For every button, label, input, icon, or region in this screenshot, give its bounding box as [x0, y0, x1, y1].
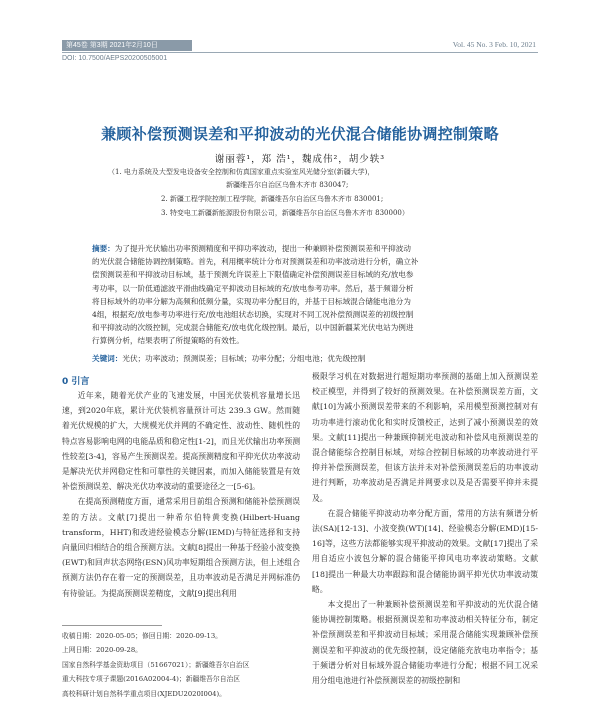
abstract-line: 为了提升光伏输出功率预测精度和平抑功率波动，提出一种兼顾补偿预测误差和平抑波动	[114, 244, 411, 253]
affiliation-3: 3. 特变电工新疆新能源股份有限公司，新疆维吾尔自治区乌鲁木齐市 830000）	[161, 209, 409, 217]
journal-volume-line: Vol. 45 No. 3 Feb. 10, 2021	[452, 40, 536, 49]
footnote-line: 国家自然科学基金资助项目（51667021）；新疆维吾尔自治区	[62, 660, 250, 669]
keywords	[92, 353, 506, 364]
keywords-text: 光伏；功率波动；预测误差；目标域；功率分配；分组电池；优先级控制	[122, 354, 366, 363]
affiliation-2: 2. 新疆工程学院控制工程学院，新疆维吾尔自治区乌鲁木齐市 830001;	[161, 195, 384, 203]
abstract	[92, 242, 506, 348]
footnote-divider	[62, 625, 162, 626]
abstract-line: 将目标域外的功率分解为高频和低频分量，实现功率分配目的，并基于目标域混合储能电池分为	[92, 296, 411, 306]
author-list: 谢丽蓉¹，郑 浩¹，魏成伟²，胡少轶³	[214, 154, 386, 165]
abstract-line: 偿预测误差和平抑波动目标域，基于预测允许误差上下限值确定补偿预测误差目标域的充/放电参	[92, 270, 414, 280]
paragraph: 近年来，随着光伏产业的飞速发展，中国光伏装机容量增长迅速，到2020年底，累计光伏装机容量预计可达 239.3 GW。然而随着光伏规模的扩大，大规模光伏并网的不确定性、波动性、随机性的特点容易影响电网的电能品质和稳定性[1-2]，而且光伏输出功率预测性较差[3-4]，容易产生预测误差。提高预测精度和平抑光伏功率波动是解决光伏并网稳定性和可靠性的关键因素，而加入储能装置是有效补偿预测误差、解决光伏功率波动的重要途径之一[5-6]。	[62, 391, 300, 492]
abstract-line: 行算例分析，结果表明了所提策略的有效性。	[92, 336, 244, 346]
paragraph: 极限学习机在对数据进行超短期功率预测的基础上加入预测误差校正模型，并得到了较好的预测效果。在补偿预测误差方面，文献[10]为减小预测误差带来的不利影响，采用模型预测控制对有功功率进行滚动优化和实时反馈校正，达到了减小预测误差的效果。文献[11]提出一种兼顾抑制光电波动和补偿风电预测误差的混合储能综合控制目标域，对综合控制目标域的功率波动进行平抑并补偿预测误差，但该方法并未对补偿预测误差后的功率波动进行判断，功率波动是否满足并网要求以及是否需要平抑并未提及。	[312, 372, 538, 503]
abstract-line: 4组，根据充/放电参考功率进行充/放电池组状态切换，实现对不同工况补偿预测误差的初级控制	[92, 310, 414, 320]
footnote-line: 重大科技专项子课题(2016A02004-4)；新疆维吾尔自治区	[62, 675, 241, 684]
left-column	[62, 388, 300, 601]
footnotes	[62, 629, 300, 701]
abstract-line: 的光伏混合储能协调控制策略。首先，利用概率统计分布对预测误差和功率波动进行分析，确立补	[92, 257, 419, 267]
paragraph: 本文提出了一种兼顾补偿预测误差和平抑波动的光伏混合储能协调控制策略。根据预测误差和功率波动相关特征分布，制定补偿预测误差和平抑波动目标域；采用混合储能实现兼顾补偿预测误差和平抑波动的优先级控制，设定储能充放电功率指令；基于频谱分析对目标域外混合储能功率进行分配；根据不同工况采用分组电池进行补偿预测误差的初级控制和	[312, 600, 538, 686]
paragraph: 在提高预测精度方面，通常采用目前组合预测和储能补偿预测误差的方法。文献[7]提出一种希尔伯特黄变换(Hilbert-Huang transform，HHT)和改进经验模态分解(IEMD)与特征选择和支持向量回归相结合的组合预测方法。文献[8]提出一种基于经验小波变换(EWT)和回声状态网络(ESN)风功率短期组合预测方法，但上述组合预测方法仍存在着一定的预测误差，且功率波动是否满足并网标准仍有待验证。为提高预测误差精度，文献[9]提出利用	[62, 497, 300, 598]
issue-bar: 第45卷 第3期 2021年2月10日	[62, 40, 192, 51]
abstract-line: 和平抑波动的次级控制，完成混合储能充/放电优化级控制。最后，以中国新疆某光伏电站为例进	[92, 323, 414, 333]
doi-line: DOI: 10.7500/AEPS20200505001	[62, 55, 168, 62]
footnote-line: 高校科研计划自然科学重点项目(XJEDU2020I004)。	[62, 689, 226, 698]
right-column	[312, 369, 538, 688]
affiliation-1: （1. 电力系统及大型发电设备安全控制和仿真国家重点实验室风光储分室(新疆大学)，	[108, 168, 375, 176]
section-heading-introduction: 0 引言	[62, 377, 90, 387]
paper-title: 兼顾补偿预测误差和平抑波动的光伏混合储能协调控制策略	[101, 125, 499, 143]
keywords-label: 关键词：	[92, 354, 123, 363]
affiliation-1-city: 新疆维吾尔自治区乌鲁木齐市 830047;	[226, 181, 349, 189]
header-divider	[62, 52, 538, 53]
footnote-line: 上网日期：2020-09-28。	[62, 646, 142, 655]
footnote-line: 收稿日期：2020-05-05；修回日期：2020-09-13。	[62, 632, 222, 640]
abstract-label: 摘要：	[92, 244, 115, 253]
paragraph: 在混合储能平抑波动功率分配方面，常用的方法有频谱分析法(SA)[12-13]、小波变换(WT)[14]、经验模态分解(EMD)[15-16]等，这些方法都能够实现平抑波动的效果。文献[17]提出了采用自适应小波包分解的混合储能平抑风电功率波动策略。文献[18]提出一种最大功率跟踪和混合储能协调平抑光伏功率波动策略。	[312, 508, 538, 594]
abstract-line: 考功率，以一阶低通滤波平滑曲线确定平抑波动目标域的充/放电参考功率。然后，基于频谱分析	[92, 283, 414, 293]
